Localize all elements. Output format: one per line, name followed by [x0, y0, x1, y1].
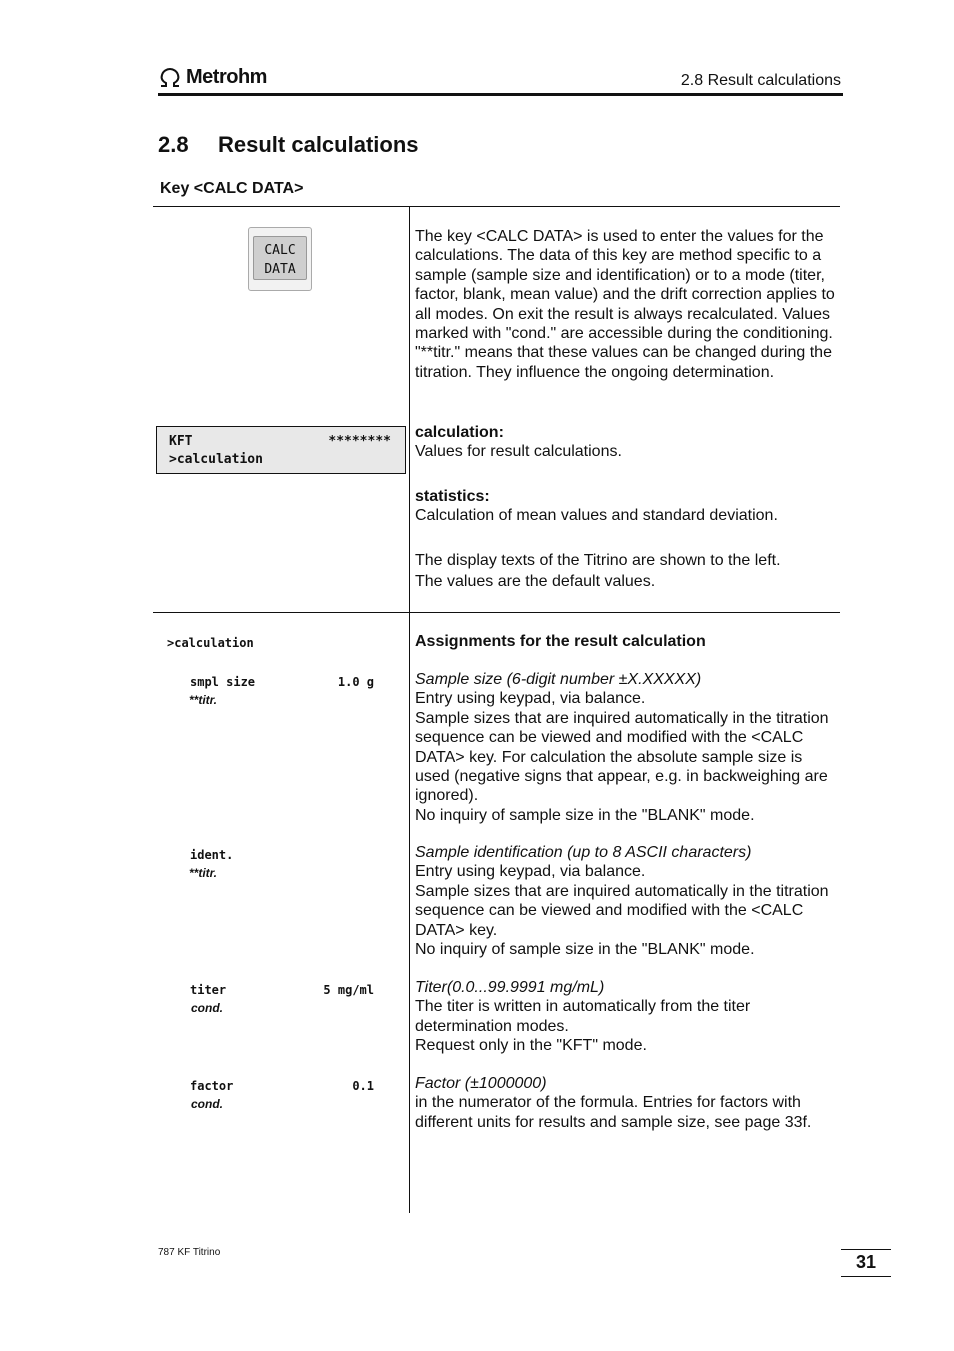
param-value: 1.0 g — [337, 675, 374, 689]
param-title: Sample size (6-digit number ±X.XXXXX) — [415, 671, 702, 688]
param-description — [415, 843, 840, 959]
param-line: Sample sizes that are inquired automatically in the titration sequence can be viewed and modified with the <CALC DATA> key. — [415, 882, 829, 939]
metrohm-logo — [158, 66, 267, 89]
param-description — [415, 670, 840, 825]
header-section-ref: 2.8 Result calculations — [680, 72, 841, 89]
header-rule — [158, 93, 843, 96]
section-title-text: Result calculations — [218, 132, 419, 157]
param-title: Titer(0.0...99.9991 mg/mL) — [415, 979, 605, 996]
param-tag: **titr. — [189, 866, 218, 880]
param-tag: cond. — [191, 1097, 223, 1111]
param-name: factor — [190, 1079, 234, 1093]
intro-paragraph: The key <CALC DATA> is used to enter the values for the calculations. The data of this key are method specific to a sample (sample size and identification) or to a mode (titer, factor, blank, mean value) and the drift correction applies to all modes. On exit the result is always recalculated. Values marked with "cond." are accessible during the conditioning. "**titr." means that these values can be changed during the titration. They influence the ongoing determination. — [415, 228, 835, 381]
display-note-line2: The values are the default values. — [415, 573, 656, 590]
param-line: No inquiry of sample size in the "BLANK" mode. — [415, 806, 755, 824]
param-name: titer — [190, 983, 227, 997]
statistics-block — [415, 487, 840, 526]
statistics-text: Calculation of mean values and standard deviation. — [415, 507, 778, 525]
section-title — [158, 132, 419, 158]
param-description — [415, 978, 840, 1056]
display-stars: ******** — [328, 434, 391, 449]
param-line: in the numerator of the formula. Entries for factors with different units for results and sample size, see page 33f. — [415, 1094, 812, 1131]
param-title: Sample identification (up to 8 ASCII characters) — [415, 844, 752, 861]
param-tag: cond. — [191, 1001, 223, 1015]
param-line: No inquiry of sample size in the "BLANK" mode. — [415, 941, 755, 959]
key-heading: Key <CALC DATA> — [160, 180, 304, 197]
footer-product: 787 KF Titrino — [158, 1247, 221, 1258]
table-middle-rule — [153, 612, 840, 613]
display-note-line1: The display texts of the Titrino are shown to the left. — [415, 552, 781, 569]
param-line: The titer is written in automatically from the titer determination modes. — [415, 998, 751, 1035]
calculation-block — [415, 423, 840, 462]
assignments-heading: Assignments for the result calculation — [415, 633, 706, 650]
calculation-heading: calculation: — [415, 424, 504, 441]
param-tag: **titr. — [189, 693, 218, 707]
param-value: 0.1 — [352, 1079, 374, 1093]
param-name: smpl size — [190, 675, 256, 689]
param-value: 5 mg/ml — [323, 983, 374, 997]
param-line: Entry using keypad, via balance. — [415, 863, 646, 881]
page-number: 31 — [841, 1249, 891, 1277]
param-line: Entry using keypad, via balance. — [415, 690, 646, 708]
calc-data-key-face — [253, 236, 307, 280]
display-note — [415, 550, 840, 592]
display-panel — [156, 426, 406, 474]
table-top-rule — [153, 206, 840, 207]
section-number: 2.8 — [158, 132, 189, 157]
param-description — [415, 1074, 840, 1132]
param-line: Request only in the "KFT" mode. — [415, 1037, 647, 1055]
calc-key-line1: CALC — [264, 243, 296, 258]
statistics-heading: statistics: — [415, 488, 490, 505]
calculation-text: Values for result calculations. — [415, 443, 622, 461]
table-column-rule — [409, 206, 410, 1213]
param-title: Factor (±1000000) — [415, 1075, 547, 1092]
param-name: ident. — [190, 848, 234, 862]
display-menu: >calculation — [169, 452, 263, 467]
calc-data-key — [248, 227, 312, 291]
omega-logo-icon — [158, 68, 182, 88]
param-line: Sample sizes that are inquired automatically in the titration sequence can be viewed and modified with the <CALC DATA> key. For calculation the absolute sample size is used (negative signs that appear, e.g. in backweighing are ignored). — [415, 709, 829, 805]
calculation-submenu-label: >calculation — [167, 636, 254, 650]
calc-key-line2: DATA — [264, 262, 296, 277]
logo-text: Metrohm — [186, 66, 267, 88]
display-mode: KFT — [169, 434, 193, 449]
